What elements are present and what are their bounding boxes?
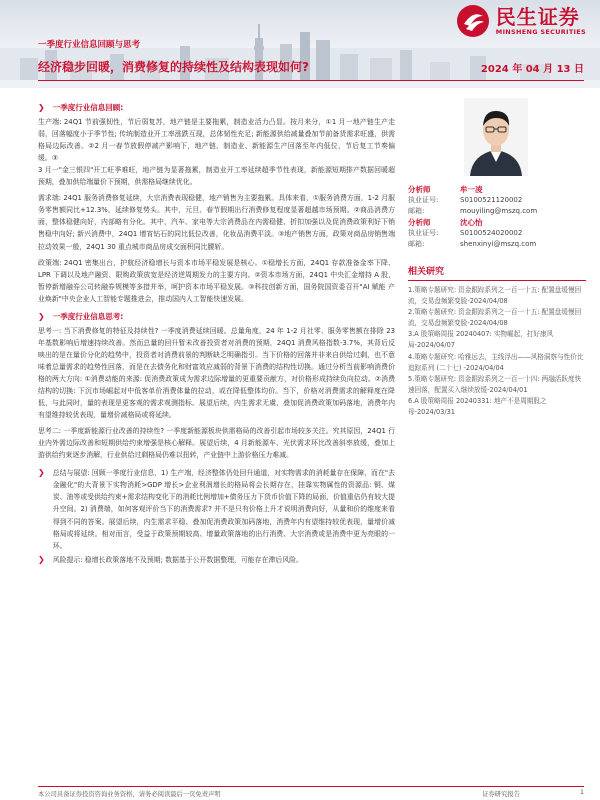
paragraph-thought-two: 思考二: 一季度新能源行业改善的持续性? 一季度新能源板块供需格局的改善引起市场较多关注。究其原因，24Q1 行业内外需边际改善和短期供给约束增强是核心解释。展望后续，4 月新能源车、光伏需求环比改善斜率放缓，叠加上游供给约束逐步消解，行业供给过剩格局仍难以扭转，产业链中上游价格压力难减。	[38, 427, 395, 460]
report-title: 经济稳步回暖，消费修复的持续性及结构表现如何?	[38, 60, 309, 74]
section-heading-thoughts	[38, 311, 395, 323]
analyst-2-cert	[408, 228, 586, 239]
page-number: 1	[579, 789, 584, 796]
analyst-label: 分析师	[408, 218, 431, 227]
footer	[38, 789, 584, 798]
section-heading-risk	[38, 554, 395, 566]
analyst-1-cert	[408, 195, 586, 206]
analyst-2-row	[408, 217, 586, 228]
paragraph-production-b: 3 月一"金三银四"开工旺季难旺，地产链为显著拖累，制造业开工率延续超季节性表现，新能源短期排产数据回暖超预期，叠加供给端量价下预期，供需格局继续优化。	[38, 166, 395, 187]
title-divider	[38, 80, 584, 81]
related-divider	[408, 280, 586, 281]
related-item[interactable]: 1.策略专题研究: 资金跟踪系列之一百一十五: 配置盘缓慢回流，交易盘频繁变脸-2024/04/08	[408, 286, 582, 306]
analyst-name: 沈心怡	[460, 218, 483, 227]
sidebar	[408, 98, 586, 418]
paragraph-policy: 政策端: 24Q1 密集出台，护航经济稳增长与资本市场平稳发展是核心。①稳增长方面，24Q1 存款准备金率下降、LPR 下调以及地产融资、限购政策放宽是经济逆周期发力的主要方向。②资本市场方面，24Q1 中央汇金增持 A 股，暂停新增融券公司转融券规模等多措并举，呵护资本市场平稳发展。③科技创新方面，国务院国资委召开"AI 赋能 产业焕新"中央企业人工智能专题推进会，推动国内人工智能快速发展。	[38, 258, 395, 303]
report-type: 证券研究报告	[482, 791, 520, 798]
email-label: 邮箱:	[408, 240, 425, 248]
analyst-label: 分析师	[408, 185, 431, 194]
paragraph-demand: 需求端: 24Q1 服务消费修复延续，大宗消费表现稳健，地产销售为主要拖累。具体来看，①服务消费方面，1-2 月服务零售额同比+12.3%，延续修复势头。其中，元旦、春节假期出行消费修复程度显著超越市场预期。②商品消费方面，整体稳健向好，内部略有分化。其中，汽车、家电等大宗消费品在内需稳健、折扣加强以及促消费政策利好下销售稳中向好; 新兴消费中，24Q1 增宵钻石的同比低位改善，化妆品消费平淡。③地产销售方面，政策对商品房销售端拉动效果一般，24Q1 30 重点城市商品房成交面积同比腰斩。	[38, 194, 395, 251]
footer-divider	[38, 786, 584, 787]
paragraph-production-a: 生产端: 24Q1 节前强韧性，节后弱复苏，地产链是主要拖累，制造业活力凸显。按月来分，①1 月一地产链生产走弱，回落幅度小于季节性; 传统制造业开工率涨跌互现，总体韧性充足; 新能源供给减量叠加节前备货需求旺盛，供需格局边际改善。②2 月一春节放假停减产影响下，地产链、制造业、新能源生产回落至年内低位，节后复工节奏偏缓。③	[38, 118, 395, 163]
section-title: 一季度行业信息回顾:	[52, 103, 124, 112]
paragraph-summary: 总结与展望: 回顾一季度行业信息，1) 生产端，经济整体仍处回升通道，对实物需求的消耗量存在保障，而在"去金融化"的大背景下实物消耗>GDP 增长>企业利润增长的格局将会长期存在，挂靠实物属性的资源品: 铜、煤炭、油等或受供给约束+需求结构变化下的消耗比例增加+债务压力下货币价值下降的局面，价值重估仍有较大提升空间。2) 消费端，如何客观评价当下的消费需求? 并不是只有价格上升才说明消费向好，从量和价的维度来看得到不同的答案。展望后续，内生需求平稳、叠加促消费政策加码落地，消费年内有望维持较优表现，量增价减格局或将延续。相对而言，受益于政策预期较高、增量政策落地的出行消费、大宗消费或是消费中更为亮眼的一环。	[52, 469, 395, 550]
related-item[interactable]: 5.策略专题研究: 资金跟踪系列之一百一十四: 两融活跃度快速回落，配置买入继续放缓-2024/04/01	[408, 374, 582, 394]
report-date: 2024 年 04 月 13 日	[480, 64, 584, 75]
cert-label: 执业证号:	[408, 196, 439, 204]
cert-label: 执业证号:	[408, 229, 439, 237]
email-label: 邮箱:	[408, 207, 425, 215]
paragraph-risk: 风险提示: 稳增长政策落地不及预期; 数据基于公开数据整理，可能存在滞后风险。	[52, 555, 303, 564]
main-content	[38, 100, 395, 780]
related-item[interactable]: 2.策略专题研究: 资金跟踪系列之一百一十五: 配置盘缓慢回流，交易盘频繁变脸-2024/04/08	[408, 308, 582, 328]
chevron-right-icon: ❯	[38, 554, 45, 564]
paragraph-thought-one: 思考一: 当下消费修复的特征及持续性? 一季度消费延续回暖。总量角度，24 年 1-2 月社零、服务零售额在排除 23 年基数影响后增速持续改善。然而总量的回升暂未改善投资者对消费的预期，24Q1 消费风格指数-3.7%，其背后反映出的是在量价分化的趋势中，投资者对消费前景的判断缺乏明确指引。当下价格的回落并非来自供给过剩，也不意味着总量需求的趋势性回落，而是在去债务化和财富效应减弱的背景下消费的结构性切换。通过分析当前影响消费价格的两大方向: ①消费动能的来源: 促消费政策成为需求边际增量的更重要贡献方，对价格形成持续负向拉动。②消费结构的切换: 下沉市场崛起对中低客单价消费体量的拉动，或在降低整体均价。当下，价格对消费需求的解释度在降低，与此同时，量的表现是更客观的需求观测指标。展望后续，内生需求无虞，叠加促消费政策加码落地，消费年内有望维持较优表现，量增价减格局或将延续。	[38, 326, 395, 420]
analyst-1-row	[408, 184, 586, 195]
logo-english-name: MINSHENG SECURITIES	[495, 28, 586, 36]
cert-number: S0100521120002	[460, 196, 523, 204]
logo-chinese-name: 民生证券	[495, 5, 580, 29]
chevron-right-icon: ❯	[38, 311, 45, 321]
section-heading-review	[38, 102, 395, 114]
related-research-list	[408, 285, 586, 418]
email-link[interactable]: shenxinyi@mszq.com	[460, 240, 537, 248]
related-research-title: 相关研究	[408, 267, 445, 277]
section-title: 一季度行业信息思考:	[52, 311, 124, 321]
related-item[interactable]: 4.策略专题研究: 哈雅远去，主线浮出——风格洞察与性价比追踪系列 (二十七) -2024/04/04	[408, 352, 584, 372]
chevron-right-icon: ❯	[38, 103, 45, 112]
analyst-info	[408, 184, 586, 250]
analyst-1-email	[408, 206, 586, 217]
analyst-2-email	[408, 239, 586, 250]
email-link[interactable]: mouyiling@mszq.com	[460, 207, 538, 215]
analyst-photo	[464, 98, 528, 176]
related-item[interactable]: 6.A 股策略周报 20240331: 地产不是周期股之母-2024/03/31	[408, 396, 547, 417]
analyst-name: 牟一凌	[460, 185, 483, 194]
cert-number: S0100524020002	[460, 229, 523, 237]
minsheng-logo-icon	[456, 4, 490, 38]
disclaimer-note: 本公司具备证券投资咨询业务资格，请务必阅读最后一页免责声明	[38, 791, 221, 798]
section-heading-summary	[38, 467, 395, 551]
report-series: 一季度行业信息回顾与思考	[38, 40, 141, 50]
chevron-right-icon: ❯	[38, 468, 45, 478]
related-item[interactable]: 3.A 股策略周报 20240407: 实物崛起，打好康风局-2024/04/07	[408, 330, 554, 350]
company-logo	[456, 4, 586, 38]
